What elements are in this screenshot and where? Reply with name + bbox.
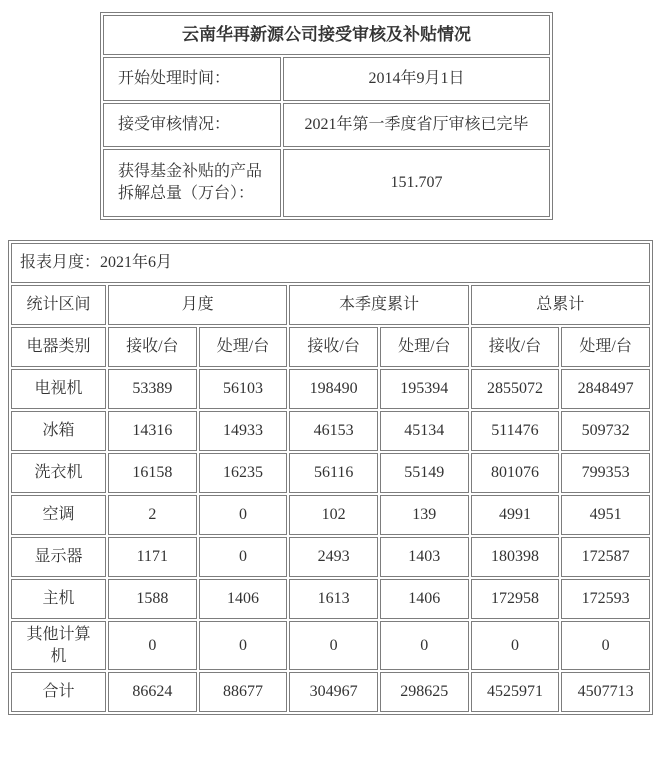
value-cell: 1613 bbox=[289, 579, 378, 619]
value-cell: 53389 bbox=[108, 369, 197, 409]
total-row bbox=[11, 672, 650, 712]
table-row bbox=[103, 103, 550, 147]
report-month-cell bbox=[11, 243, 650, 283]
value-cell: 799353 bbox=[561, 453, 650, 493]
category-cell: 洗衣机 bbox=[11, 453, 106, 493]
value-cell: 511476 bbox=[471, 411, 560, 451]
value-cell: 2848497 bbox=[561, 369, 650, 409]
unit-header-cell: 处理/台 bbox=[380, 327, 469, 367]
report-month-row bbox=[11, 243, 650, 283]
value-cell: 56116 bbox=[289, 453, 378, 493]
subsidized-total-label: 获得基金补贴的产品拆解总量（万台）： bbox=[103, 149, 281, 217]
table-row bbox=[11, 495, 650, 535]
value-cell: 1403 bbox=[380, 537, 469, 577]
value-cell: 1588 bbox=[108, 579, 197, 619]
value-cell: 86624 bbox=[108, 672, 197, 712]
value-cell: 4507713 bbox=[561, 672, 650, 712]
period-header-quarter: 本季度累计 bbox=[289, 285, 468, 325]
period-header-total: 总累计 bbox=[471, 285, 650, 325]
unit-header-cell: 接收/台 bbox=[471, 327, 560, 367]
category-cell: 冰箱 bbox=[11, 411, 106, 451]
value-cell: 0 bbox=[199, 537, 288, 577]
table-row bbox=[11, 369, 650, 409]
table-row bbox=[11, 537, 650, 577]
period-header-month: 月度 bbox=[108, 285, 287, 325]
category-cell: 主机 bbox=[11, 579, 106, 619]
value-cell: 0 bbox=[199, 621, 288, 670]
subsidized-total-value: 151.707 bbox=[283, 149, 550, 217]
report-month-label: 报表月度： bbox=[20, 254, 101, 272]
value-cell: 0 bbox=[108, 621, 197, 670]
value-cell: 4991 bbox=[471, 495, 560, 535]
value-cell: 298625 bbox=[380, 672, 469, 712]
value-cell: 14933 bbox=[199, 411, 288, 451]
value-cell: 46153 bbox=[289, 411, 378, 451]
category-cell: 显示器 bbox=[11, 537, 106, 577]
table-row bbox=[11, 411, 650, 451]
value-cell: 172593 bbox=[561, 579, 650, 619]
value-cell: 180398 bbox=[471, 537, 560, 577]
start-date-label: 开始处理时间： bbox=[103, 57, 281, 101]
table-row bbox=[103, 149, 550, 217]
summary-table bbox=[100, 12, 553, 220]
period-header-row bbox=[11, 285, 650, 325]
value-cell: 16158 bbox=[108, 453, 197, 493]
value-cell: 16235 bbox=[199, 453, 288, 493]
value-cell: 14316 bbox=[108, 411, 197, 451]
value-cell: 88677 bbox=[199, 672, 288, 712]
category-cell: 其他计算机 bbox=[11, 621, 106, 670]
value-cell: 0 bbox=[471, 621, 560, 670]
value-cell: 1406 bbox=[380, 579, 469, 619]
unit-header-row bbox=[11, 327, 650, 367]
value-cell: 172587 bbox=[561, 537, 650, 577]
value-cell: 0 bbox=[561, 621, 650, 670]
unit-header-cell: 处理/台 bbox=[199, 327, 288, 367]
unit-header-cell: 接收/台 bbox=[108, 327, 197, 367]
value-cell: 1406 bbox=[199, 579, 288, 619]
table-row bbox=[11, 579, 650, 619]
audit-status-label: 接受审核情况： bbox=[103, 103, 281, 147]
table-row bbox=[103, 57, 550, 101]
unit-header-cell: 接收/台 bbox=[289, 327, 378, 367]
summary-table-title: 云南华再新源公司接受审核及补贴情况 bbox=[103, 15, 550, 55]
value-cell: 2 bbox=[108, 495, 197, 535]
unit-header-cell: 处理/台 bbox=[561, 327, 650, 367]
report-month-value: 2021年6月 bbox=[100, 254, 173, 272]
summary-title-row bbox=[103, 15, 550, 55]
unit-header-col0: 电器类别 bbox=[11, 327, 106, 367]
value-cell: 304967 bbox=[289, 672, 378, 712]
value-cell: 2493 bbox=[289, 537, 378, 577]
value-cell: 0 bbox=[380, 621, 469, 670]
table-row bbox=[11, 621, 650, 670]
period-header-col0: 统计区间 bbox=[11, 285, 106, 325]
value-cell: 45134 bbox=[380, 411, 469, 451]
value-cell: 56103 bbox=[199, 369, 288, 409]
start-date-value: 2014年9月1日 bbox=[283, 57, 550, 101]
table-row bbox=[11, 453, 650, 493]
value-cell: 55149 bbox=[380, 453, 469, 493]
value-cell: 801076 bbox=[471, 453, 560, 493]
value-cell: 195394 bbox=[380, 369, 469, 409]
report-table bbox=[8, 240, 653, 715]
value-cell: 2855072 bbox=[471, 369, 560, 409]
value-cell: 4951 bbox=[561, 495, 650, 535]
value-cell: 102 bbox=[289, 495, 378, 535]
audit-status-value: 2021年第一季度省厅审核已完毕 bbox=[283, 103, 550, 147]
category-cell: 空调 bbox=[11, 495, 106, 535]
value-cell: 4525971 bbox=[471, 672, 560, 712]
category-cell: 电视机 bbox=[11, 369, 106, 409]
category-cell: 合计 bbox=[11, 672, 106, 712]
value-cell: 1171 bbox=[108, 537, 197, 577]
value-cell: 0 bbox=[289, 621, 378, 670]
value-cell: 198490 bbox=[289, 369, 378, 409]
value-cell: 509732 bbox=[561, 411, 650, 451]
value-cell: 139 bbox=[380, 495, 469, 535]
value-cell: 0 bbox=[199, 495, 288, 535]
value-cell: 172958 bbox=[471, 579, 560, 619]
